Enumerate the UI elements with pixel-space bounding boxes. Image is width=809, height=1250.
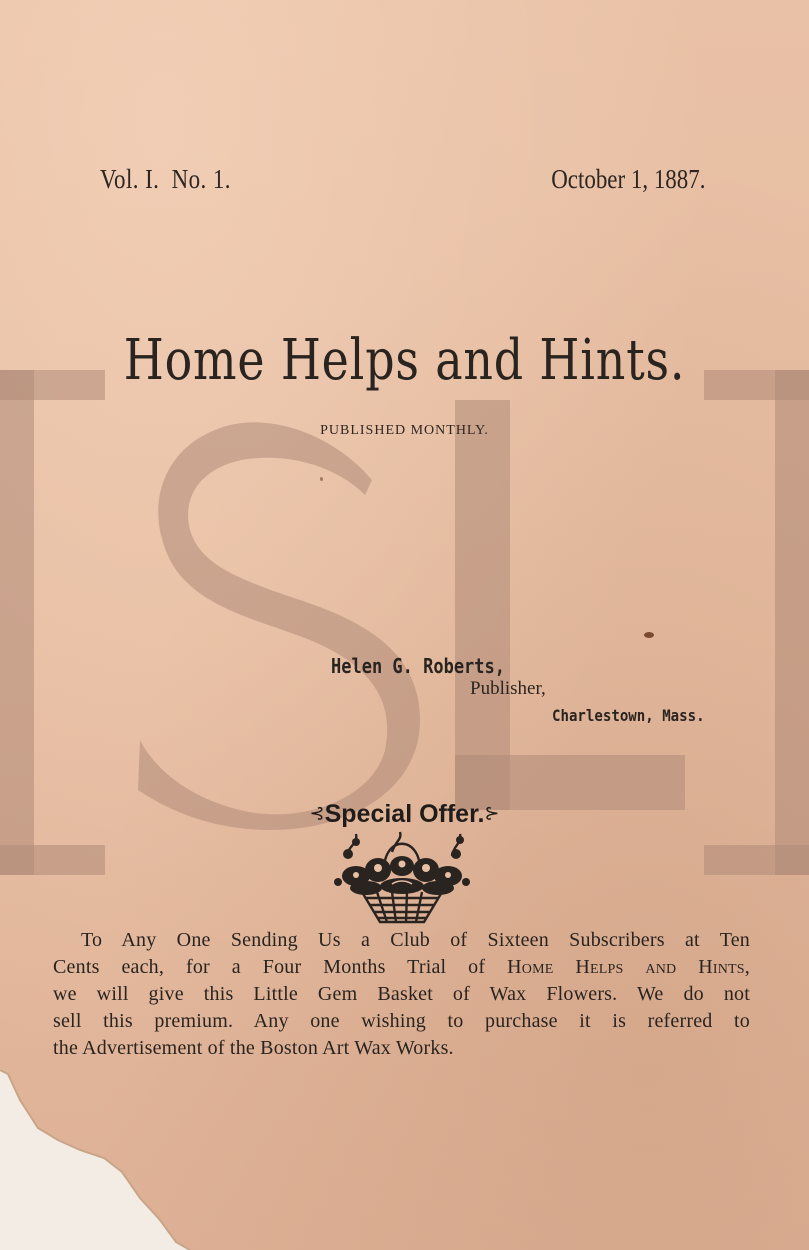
volume-number	[100, 164, 231, 195]
publisher-role: Publisher,	[470, 678, 546, 699]
publication-frequency: PUBLISHED MONTHLY.	[320, 423, 489, 438]
offer-line: we will give this Little Gem Basket of Wax Flowers. We do not	[53, 983, 750, 1005]
paper-stain	[320, 477, 323, 481]
publication-title: Home Helps and Hints.	[123, 328, 686, 393]
offer-line: the Advertisement of the Boston Art Wax Works.	[53, 1037, 454, 1059]
offer-line-suffix: ,	[744, 956, 750, 978]
offer-line: sell this premium. Any one wishing to purchase it is referred to	[53, 1010, 750, 1032]
paper-stain	[644, 632, 654, 638]
publisher-location: Charlestown, Mass.	[552, 706, 705, 725]
publisher-name: Helen G. Roberts,	[331, 654, 505, 678]
offer-line	[53, 954, 750, 981]
publication-name-inline: Home Helps and Hints	[507, 956, 745, 978]
ornament-right-icon: ⊱	[484, 803, 500, 824]
issue-number: No. 1.	[171, 164, 231, 194]
ornament-left-icon: ⊰	[309, 803, 325, 824]
offer-line-text: Cents each, for a Four Months Trial of	[53, 956, 508, 978]
special-offer-text	[53, 927, 750, 1062]
special-offer-heading	[0, 800, 809, 829]
issue-date: October 1, 1887.	[550, 164, 705, 194]
special-offer-label: Special Offer.	[324, 800, 485, 828]
volume-label: Vol. I.	[100, 164, 160, 194]
offer-line: To Any One Sending Us a Club of Sixteen Subscribers at Ten	[81, 929, 750, 951]
torn-page-corner	[0, 1070, 200, 1250]
flower-basket-icon	[332, 830, 472, 928]
